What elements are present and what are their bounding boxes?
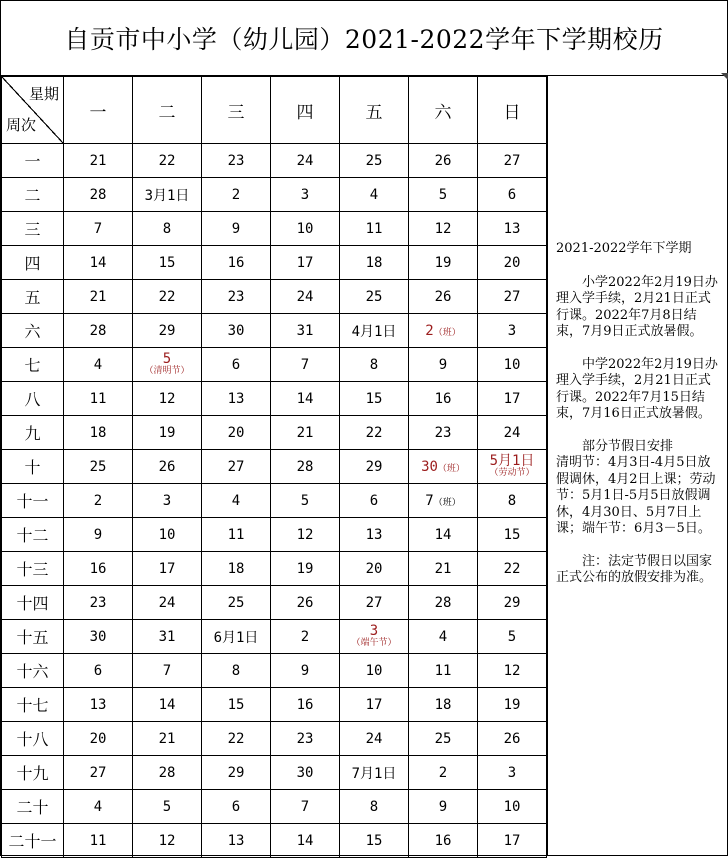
date-cell: 24 [271, 144, 340, 178]
calendar-body [2, 144, 547, 858]
date-cell: 27 [202, 450, 271, 484]
date-cell [409, 314, 478, 348]
date-cell: 13 [202, 824, 271, 858]
week-row [2, 756, 547, 790]
date-cell: 24 [340, 722, 409, 756]
date-cell: 21 [64, 280, 133, 314]
corner-week-label: 周次 [6, 116, 37, 134]
date-cell: 10 [478, 790, 547, 824]
date-cell: 10 [340, 654, 409, 688]
week-row [2, 688, 547, 722]
date-cell [133, 348, 202, 382]
date-cell: 30 [202, 314, 271, 348]
calendar-table [1, 76, 547, 858]
date-cell: 26 [271, 586, 340, 620]
date-cell: 18 [340, 246, 409, 280]
date-cell: 6 [202, 790, 271, 824]
date-cell: 17 [478, 824, 547, 858]
date-cell: 8 [340, 790, 409, 824]
date-cell: 31 [133, 620, 202, 654]
date-cell: 22 [340, 416, 409, 450]
week-label: 二十 [2, 790, 64, 824]
date-cell: 12 [409, 212, 478, 246]
week-label: 十七 [2, 688, 64, 722]
date-with-note [409, 493, 477, 509]
date-cell: 17 [478, 382, 547, 416]
page-title: 自贡市中小学（幼儿园）2021-2022学年下学期校历 [1, 1, 727, 76]
week-label: 十四 [2, 586, 64, 620]
date-cell: 18 [64, 416, 133, 450]
date-with-note [478, 452, 546, 479]
date-cell: 12 [133, 382, 202, 416]
date-cell: 17 [340, 688, 409, 722]
date-cell: 23 [271, 722, 340, 756]
date-cell: 4月1日 [340, 314, 409, 348]
date-cell: 21 [409, 552, 478, 586]
date-with-note [409, 323, 477, 339]
date-cell: 14 [133, 688, 202, 722]
week-row [2, 280, 547, 314]
corner-cell [2, 77, 64, 144]
date-cell: 19 [271, 552, 340, 586]
week-row [2, 824, 547, 858]
date-cell: 21 [64, 144, 133, 178]
date-cell: 7 [271, 790, 340, 824]
day-header: 五 [340, 77, 409, 144]
date-note: （班） [433, 327, 461, 338]
week-label: 十二 [2, 518, 64, 552]
week-label: 十八 [2, 722, 64, 756]
date-cell: 13 [340, 518, 409, 552]
date-cell: 28 [133, 756, 202, 790]
week-row [2, 212, 547, 246]
date-cell: 28 [409, 586, 478, 620]
date-cell: 9 [409, 348, 478, 382]
date-cell: 25 [340, 144, 409, 178]
date-cell: 27 [340, 586, 409, 620]
date-cell: 20 [478, 246, 547, 280]
date-cell: 2 [409, 756, 478, 790]
date-cell: 10 [271, 212, 340, 246]
date-cell: 29 [340, 450, 409, 484]
date-cell: 10 [133, 518, 202, 552]
date-number: 5 [162, 350, 172, 367]
date-with-note [409, 459, 477, 475]
date-note: （班） [437, 463, 465, 474]
date-cell: 20 [64, 722, 133, 756]
date-cell: 2 [202, 178, 271, 212]
date-cell: 19 [409, 246, 478, 280]
date-cell: 2 [271, 620, 340, 654]
week-label: 二 [2, 178, 64, 212]
date-cell: 30 [271, 756, 340, 790]
date-cell: 28 [271, 450, 340, 484]
week-label: 十五 [2, 620, 64, 654]
day-header: 二 [133, 77, 202, 144]
week-row [2, 620, 547, 654]
date-cell: 29 [202, 756, 271, 790]
day-header: 六 [409, 77, 478, 144]
date-cell: 21 [271, 416, 340, 450]
corner-mark [721, 73, 728, 80]
date-cell: 2 [64, 484, 133, 518]
date-cell: 14 [271, 382, 340, 416]
notes-holiday-body: 清明节：4月3日-4月5日放假调休，4月2日上课；劳动节：5月1日-5月5日放假调休，4月30日、5月7日上课；端午节：6月3－5日。 [556, 455, 716, 536]
date-cell: 16 [409, 824, 478, 858]
week-label: 二十一 [2, 824, 64, 858]
date-note: （劳动节） [489, 467, 535, 478]
date-cell: 15 [340, 382, 409, 416]
date-cell: 23 [409, 416, 478, 450]
date-cell: 9 [409, 790, 478, 824]
date-cell: 9 [202, 212, 271, 246]
week-row [2, 314, 547, 348]
date-cell: 23 [64, 586, 133, 620]
week-label: 九 [2, 416, 64, 450]
date-cell: 12 [478, 654, 547, 688]
date-cell: 13 [478, 212, 547, 246]
date-note: （端午节） [351, 637, 397, 648]
week-label: 十一 [2, 484, 64, 518]
notes-holiday-title: 部分节假日安排 [582, 438, 674, 454]
date-cell: 23 [202, 144, 271, 178]
date-cell: 24 [478, 416, 547, 450]
week-row [2, 416, 547, 450]
date-cell: 8 [340, 348, 409, 382]
date-cell [478, 450, 547, 484]
date-with-note [133, 350, 201, 377]
date-cell: 23 [202, 280, 271, 314]
week-label: 十九 [2, 756, 64, 790]
week-label: 三 [2, 212, 64, 246]
date-cell: 22 [478, 552, 547, 586]
date-cell: 5 [478, 620, 547, 654]
date-cell: 26 [409, 280, 478, 314]
date-cell: 28 [64, 314, 133, 348]
date-cell: 4 [202, 484, 271, 518]
date-cell: 14 [64, 246, 133, 280]
date-cell: 15 [133, 246, 202, 280]
date-cell: 8 [202, 654, 271, 688]
date-cell: 11 [409, 654, 478, 688]
date-cell: 21 [133, 722, 202, 756]
date-cell: 28 [64, 178, 133, 212]
date-cell: 6 [340, 484, 409, 518]
date-cell: 6 [202, 348, 271, 382]
date-cell: 14 [409, 518, 478, 552]
week-label: 七 [2, 348, 64, 382]
week-row [2, 790, 547, 824]
week-row [2, 552, 547, 586]
date-cell: 5 [133, 790, 202, 824]
date-cell: 29 [133, 314, 202, 348]
date-cell: 25 [409, 722, 478, 756]
date-cell: 8 [478, 484, 547, 518]
date-cell: 4 [340, 178, 409, 212]
week-label: 四 [2, 246, 64, 280]
date-cell: 12 [133, 824, 202, 858]
date-number: 3 [369, 622, 379, 639]
day-header: 日 [478, 77, 547, 144]
date-cell: 16 [202, 246, 271, 280]
week-label: 五 [2, 280, 64, 314]
date-cell [409, 450, 478, 484]
header-row [2, 77, 547, 144]
corner-weekday-label: 星期 [28, 85, 59, 103]
date-cell: 6月1日 [202, 620, 271, 654]
date-cell: 24 [133, 586, 202, 620]
date-cell: 15 [202, 688, 271, 722]
notes-primary: 小学2022年2月19日办理入学手续，2月21日正式行课。2022年7月8日结束，7月9日正式放暑假。 [556, 274, 718, 339]
date-cell: 30 [64, 620, 133, 654]
notes-panel [547, 75, 726, 855]
date-cell: 7 [64, 212, 133, 246]
date-number: 7 [425, 492, 434, 509]
date-cell: 10 [478, 348, 547, 382]
date-cell: 20 [340, 552, 409, 586]
date-cell: 12 [271, 518, 340, 552]
date-cell: 6 [64, 654, 133, 688]
date-cell: 3 [271, 178, 340, 212]
date-cell: 17 [271, 246, 340, 280]
date-cell: 15 [478, 518, 547, 552]
date-number: 5月1日 [489, 452, 535, 469]
date-cell: 5 [271, 484, 340, 518]
date-cell [340, 620, 409, 654]
date-cell: 22 [133, 280, 202, 314]
date-cell: 11 [64, 824, 133, 858]
week-row [2, 178, 547, 212]
week-row [2, 586, 547, 620]
date-cell [409, 484, 478, 518]
date-cell: 27 [478, 144, 547, 178]
date-cell: 7 [133, 654, 202, 688]
week-row [2, 518, 547, 552]
date-cell: 25 [202, 586, 271, 620]
date-cell: 4 [409, 620, 478, 654]
notes-heading: 2021-2022学年下学期 [556, 241, 692, 256]
date-cell: 8 [133, 212, 202, 246]
week-row [2, 144, 547, 178]
day-header: 一 [64, 77, 133, 144]
date-cell: 26 [133, 450, 202, 484]
date-cell: 14 [271, 824, 340, 858]
date-cell: 13 [64, 688, 133, 722]
date-cell: 7 [271, 348, 340, 382]
date-cell: 13 [202, 382, 271, 416]
week-row [2, 722, 547, 756]
date-number: 2 [425, 322, 434, 339]
date-cell: 19 [478, 688, 547, 722]
date-cell: 27 [478, 280, 547, 314]
date-cell: 15 [340, 824, 409, 858]
date-cell: 11 [202, 518, 271, 552]
week-label: 一 [2, 144, 64, 178]
date-cell: 31 [271, 314, 340, 348]
date-cell: 11 [64, 382, 133, 416]
date-cell: 7月1日 [340, 756, 409, 790]
week-label: 十六 [2, 654, 64, 688]
date-cell: 4 [64, 790, 133, 824]
date-cell: 3 [478, 314, 547, 348]
date-cell: 18 [409, 688, 478, 722]
date-number: 30 [421, 458, 438, 475]
date-cell: 18 [202, 552, 271, 586]
date-cell: 16 [271, 688, 340, 722]
date-cell: 25 [64, 450, 133, 484]
date-cell: 6 [478, 178, 547, 212]
date-note: （清明节） [144, 365, 190, 376]
date-cell: 17 [133, 552, 202, 586]
date-cell: 5 [409, 178, 478, 212]
date-cell: 27 [64, 756, 133, 790]
date-cell: 3 [478, 756, 547, 790]
week-label: 八 [2, 382, 64, 416]
date-note: （班） [433, 497, 461, 508]
date-cell: 16 [64, 552, 133, 586]
date-cell: 24 [271, 280, 340, 314]
date-cell: 29 [478, 586, 547, 620]
date-cell: 3月1日 [133, 178, 202, 212]
day-header: 三 [202, 77, 271, 144]
week-row [2, 348, 547, 382]
day-header: 四 [271, 77, 340, 144]
date-cell: 3 [133, 484, 202, 518]
week-row [2, 382, 547, 416]
date-with-note [340, 622, 408, 649]
date-cell: 4 [64, 348, 133, 382]
notes-middle: 中学2022年2月19日办理入学手续，2月21日正式行课。2022年7月15日结束，7月16日正式放暑假。 [556, 356, 718, 421]
week-label: 十 [2, 450, 64, 484]
date-cell: 20 [202, 416, 271, 450]
date-cell: 16 [409, 382, 478, 416]
date-cell: 22 [133, 144, 202, 178]
week-label: 十三 [2, 552, 64, 586]
week-row [2, 450, 547, 484]
date-cell: 9 [271, 654, 340, 688]
week-row [2, 246, 547, 280]
date-cell: 26 [409, 144, 478, 178]
week-row [2, 484, 547, 518]
date-cell: 22 [202, 722, 271, 756]
week-row [2, 654, 547, 688]
date-cell: 11 [340, 212, 409, 246]
date-cell: 9 [64, 518, 133, 552]
notes-footnote: 注：法定节假日以国家正式公布的放假安排为准。 [556, 553, 713, 585]
date-cell: 25 [340, 280, 409, 314]
date-cell: 26 [478, 722, 547, 756]
week-label: 六 [2, 314, 64, 348]
date-cell: 19 [133, 416, 202, 450]
